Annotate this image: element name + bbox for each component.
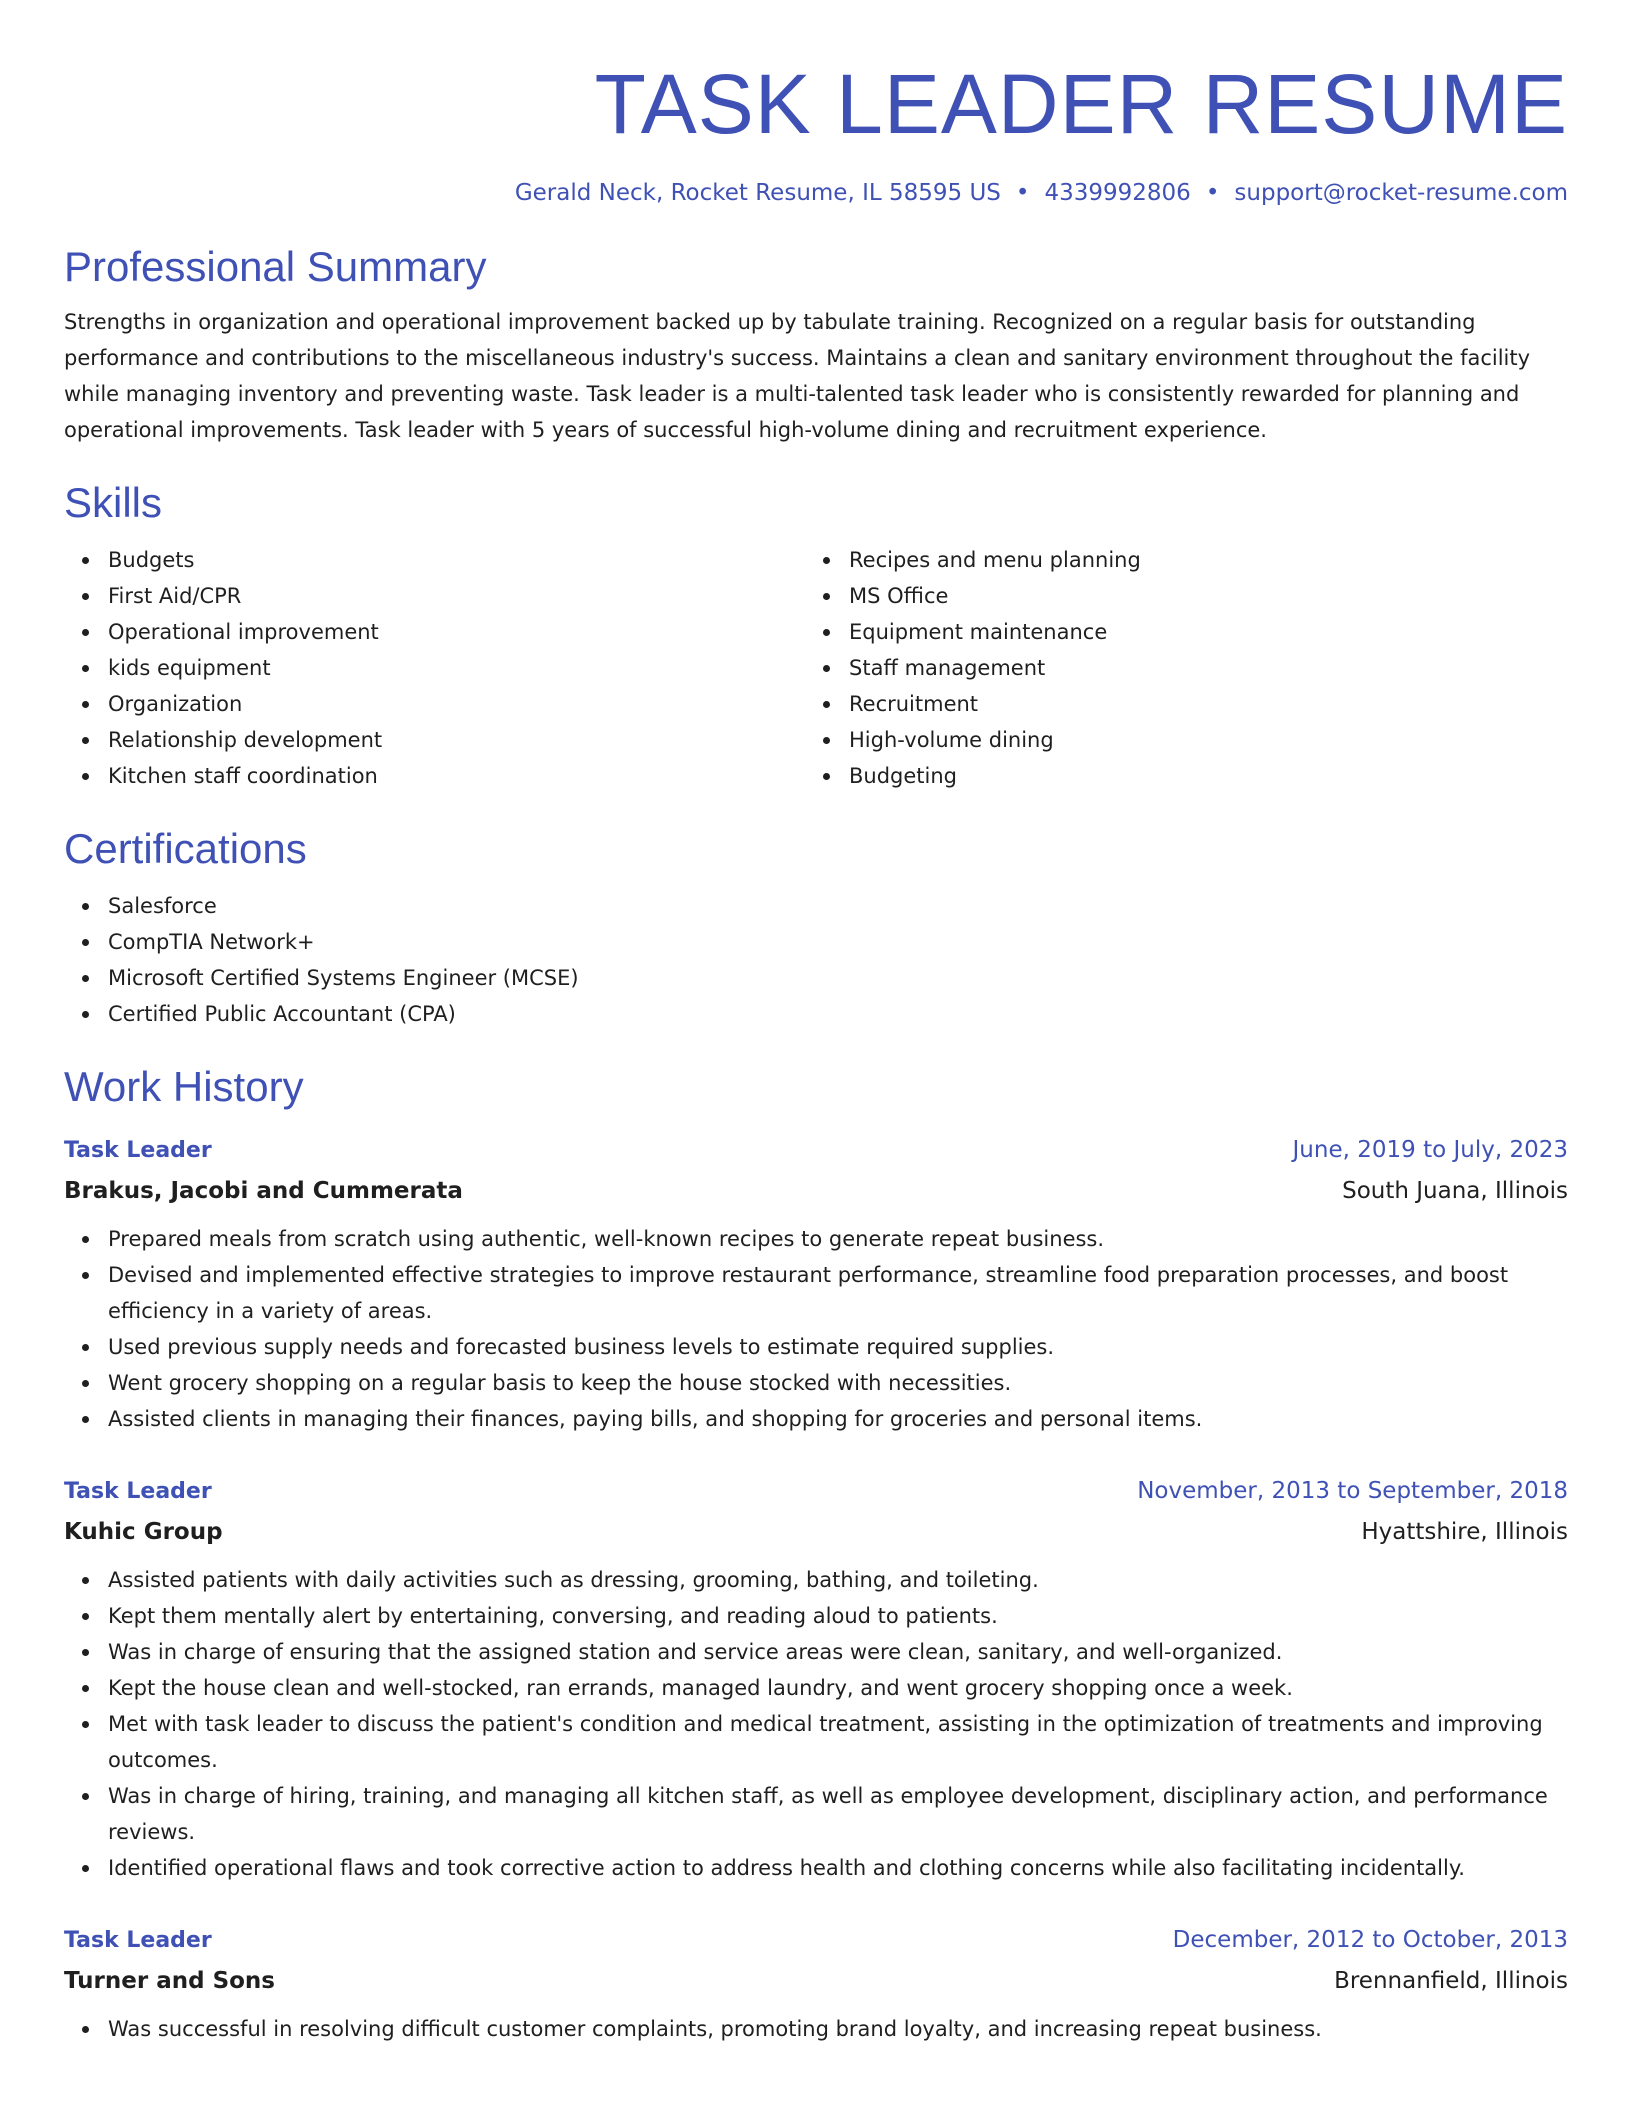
job-location: Hyattshire, Illinois xyxy=(1361,1519,1568,1545)
work-history-section xyxy=(64,1062,1568,2047)
job-header-row xyxy=(64,1471,1568,1512)
job-duty-item: Was in charge of ensuring that the assigned station and service areas were clean, sanitary, and well-organized. xyxy=(108,1634,1568,1670)
contact-separator: • xyxy=(1015,180,1030,206)
certification-item: Microsoft Certified Systems Engineer (MCSE) xyxy=(108,960,1568,996)
work-history-heading: Work History xyxy=(64,1063,304,1110)
certification-item: CompTIA Network+ xyxy=(108,924,1568,960)
certifications-section xyxy=(64,824,1568,1032)
skills-section xyxy=(64,478,1568,794)
summary-heading: Professional Summary xyxy=(64,243,487,290)
job-title: Task Leader xyxy=(64,1928,212,1953)
job-entry xyxy=(64,1130,1568,1437)
skill-item: MS Office xyxy=(849,578,1546,614)
skills-grid xyxy=(64,542,1568,794)
skill-item: Equipment maintenance xyxy=(849,614,1546,650)
job-duty-item: Kept them mentally alert by entertaining, conversing, and reading aloud to patients. xyxy=(108,1598,1568,1634)
skill-item: kids equipment xyxy=(108,650,805,686)
job-title: Task Leader xyxy=(64,1138,212,1163)
summary-text: Strengths in organization and operational improvement backed up by tabulate training. Recognized on a regular basis for outstanding performance and contributions to the miscellaneous industry's success. Maintains a clean and sanitary environment throughout the facility while managing inventory and preventing waste. Task leader is a multi-talented task leader who is consistently rewarded for planning and operational improvements. Task leader with 5 years of successful high-volume dining and recruitment experience. xyxy=(64,310,1531,442)
skill-item: Organization xyxy=(108,686,805,722)
job-company: Kuhic Group xyxy=(64,1519,223,1545)
skill-item: Staff management xyxy=(849,650,1546,686)
skills-list-right xyxy=(805,542,1546,794)
job-location: South Juana, Illinois xyxy=(1342,1178,1568,1204)
job-duties-list xyxy=(64,2011,1568,2047)
job-duties-list xyxy=(64,1221,1568,1437)
certifications-list xyxy=(64,888,1568,1032)
job-duty-item: Assisted patients with daily activities such as dressing, grooming, bathing, and toileting. xyxy=(108,1562,1568,1598)
job-duty-item: Was successful in resolving difficult customer complaints, promoting brand loyalty, and increasing repeat business. xyxy=(108,2011,1568,2047)
job-duty-item: Prepared meals from scratch using authentic, well-known recipes to generate repeat business. xyxy=(108,1221,1568,1257)
job-dates: November, 2013 to September, 2018 xyxy=(1137,1478,1568,1504)
certifications-heading: Certifications xyxy=(64,825,307,872)
job-dates: June, 2019 to July, 2023 xyxy=(1292,1137,1568,1163)
job-duty-item: Identified operational flaws and took corrective action to address health and clothing concerns while also facilitating incidentally. xyxy=(108,1850,1568,1886)
job-header-row xyxy=(64,1130,1568,1171)
skill-item: Recipes and menu planning xyxy=(849,542,1546,578)
job-dates: December, 2012 to October, 2013 xyxy=(1172,1927,1568,1953)
contact-phone: 4339992806 xyxy=(1044,180,1191,206)
job-duty-item: Went grocery shopping on a regular basis to keep the house stocked with necessities. xyxy=(108,1365,1568,1401)
resume-title: TASK LEADER RESUME xyxy=(594,57,1568,151)
skill-item: Relationship development xyxy=(108,722,805,758)
job-duty-item: Assisted clients in managing their finances, paying bills, and shopping for groceries and personal items. xyxy=(108,1401,1568,1437)
job-company-row xyxy=(64,1961,1568,2001)
skill-item: Budgets xyxy=(108,542,805,578)
job-duties-list xyxy=(64,1562,1568,1886)
job-duty-item: Used previous supply needs and forecasted business levels to estimate required supplies. xyxy=(108,1329,1568,1365)
skill-item: Operational improvement xyxy=(108,614,805,650)
skill-item: High-volume dining xyxy=(849,722,1546,758)
job-company-row xyxy=(64,1512,1568,1552)
job-duty-item: Kept the house clean and well-stocked, ran errands, managed laundry, and went grocery shopping once a week. xyxy=(108,1670,1568,1706)
job-company-row xyxy=(64,1171,1568,1211)
contact-email: support@rocket-resume.com xyxy=(1234,180,1568,206)
job-entry xyxy=(64,1920,1568,2047)
summary-section xyxy=(64,242,1568,448)
job-duty-item: Was in charge of hiring, training, and managing all kitchen staff, as well as employee development, disciplinary action, and performance reviews. xyxy=(108,1778,1568,1850)
job-header-row xyxy=(64,1920,1568,1961)
contact-line xyxy=(64,178,1568,208)
skills-column-right xyxy=(805,542,1546,794)
skill-item: First Aid/CPR xyxy=(108,578,805,614)
job-title: Task Leader xyxy=(64,1479,212,1504)
job-duty-item: Met with task leader to discuss the patient's condition and medical treatment, assisting in the optimization of treatments and improving outcomes. xyxy=(108,1706,1568,1778)
skills-heading: Skills xyxy=(64,479,163,526)
job-entry xyxy=(64,1471,1568,1886)
job-duty-item: Devised and implemented effective strategies to improve restaurant performance, streamline food preparation processes, and boost efficiency in a variety of areas. xyxy=(108,1257,1568,1329)
skills-column-left xyxy=(64,542,805,794)
job-company: Brakus, Jacobi and Cummerata xyxy=(64,1178,463,1204)
skill-item: Budgeting xyxy=(849,758,1546,794)
contact-address: Gerald Neck, Rocket Resume, IL 58595 US xyxy=(514,180,1001,206)
certification-item: Salesforce xyxy=(108,888,1568,924)
job-company: Turner and Sons xyxy=(64,1968,275,1994)
job-location: Brennanfield, Illinois xyxy=(1334,1968,1568,1994)
certification-item: Certified Public Accountant (CPA) xyxy=(108,996,1568,1032)
contact-separator: • xyxy=(1205,180,1220,206)
skill-item: Recruitment xyxy=(849,686,1546,722)
skill-item: Kitchen staff coordination xyxy=(108,758,805,794)
skills-list-left xyxy=(64,542,805,794)
